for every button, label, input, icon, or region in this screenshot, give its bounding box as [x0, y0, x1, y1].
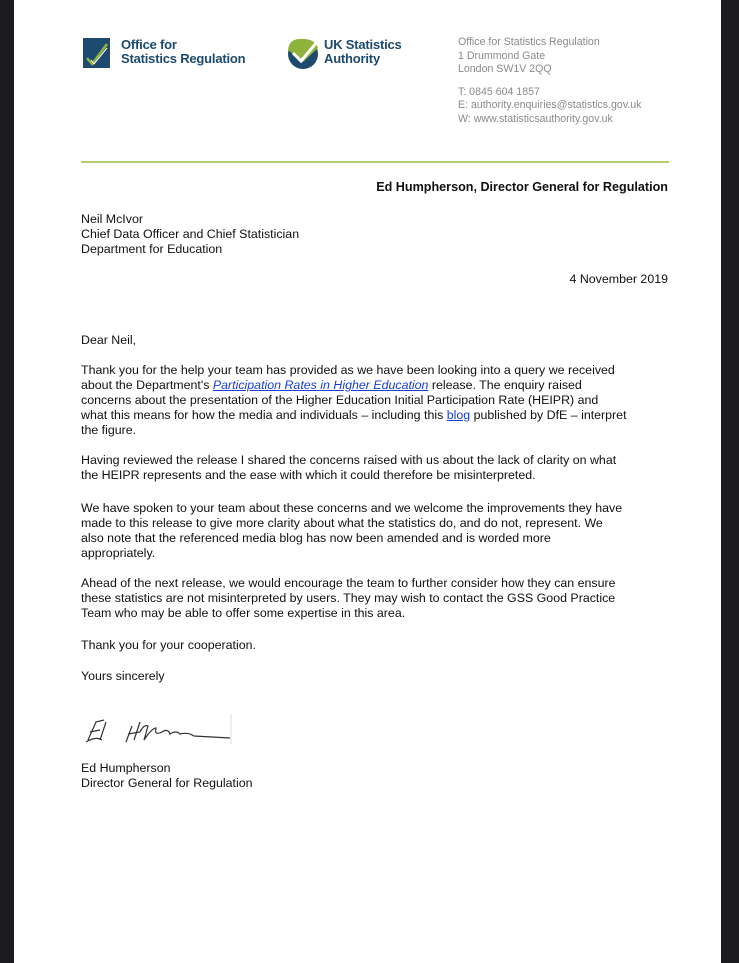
recipient-title: Chief Data Officer and Chief Statistician: [81, 227, 300, 241]
text-line: the HEIPR represents and the ease with which it could therefore be misinterpreted.: [81, 468, 536, 482]
address-block: [458, 36, 641, 127]
osr-line1: Office for: [121, 37, 177, 52]
participation-rates-link[interactable]: Participation Rates in Higher Education: [212, 378, 429, 392]
paragraph-2: [81, 453, 616, 483]
paragraph-1: [81, 363, 627, 438]
recipient-department: Department for Education: [81, 242, 223, 256]
sender-heading: Ed Humpherson, Director General for Regulation: [376, 180, 668, 194]
text-line: Having reviewed the release I shared the concerns raised with us about the lack of clarity on what: [81, 453, 617, 467]
salutation: Dear Neil,: [81, 333, 137, 347]
text-line: these statistics are not misinterpreted by users. They may wish to contact the GSS Good Practice: [81, 591, 616, 605]
address-line: 1 Drummond Gate: [458, 49, 546, 62]
osr-logo-icon: [83, 38, 110, 68]
letter-page: [14, 0, 721, 963]
address-line: London SW1V 2QQ: [458, 63, 552, 76]
address-phone: T: 0845 604 1857: [458, 85, 540, 98]
text-line: Thank you for the help your team has provided as we have been looking into a query we received: [81, 363, 615, 377]
text-line: appropriately.: [81, 546, 156, 560]
text-line: Ahead of the next release, we would encourage the team to further consider how they can ensure: [81, 576, 616, 590]
uksa-line2: Authority: [324, 51, 380, 66]
uksa-line1: UK Statistics: [324, 37, 402, 52]
address-web: W: www.statisticsauthority.gov.uk: [458, 112, 613, 125]
signature: [82, 714, 247, 746]
closing-line: Yours sincerely: [81, 669, 165, 683]
header-rule: [81, 161, 669, 163]
osr-line2: Statistics Regulation: [121, 51, 246, 66]
uksa-logo-text: [324, 38, 402, 66]
text-segment: about the Department's: [81, 378, 213, 392]
address-line: Office for Statistics Regulation: [458, 36, 600, 48]
paragraph-4: [81, 576, 616, 621]
text-line: made to this release to give more clarity about what the statistics do, and do not, represent. We: [81, 516, 603, 530]
signoff-name: Ed Humpherson: [81, 761, 171, 775]
thanks-line: Thank you for your cooperation.: [81, 638, 256, 652]
text-segment: what this means for how the media and individuals – including this: [81, 408, 447, 422]
blog-link[interactable]: blog: [446, 408, 471, 422]
text-line: the figure.: [81, 423, 137, 437]
text-segment: published by DfE – interpret: [470, 408, 627, 422]
text-line: We have spoken to your team about these concerns and we welcome the improvements they have: [81, 501, 623, 515]
osr-logo-text: [121, 38, 245, 66]
recipient-name: Neil McIvor: [81, 212, 143, 226]
paragraph-3: [81, 501, 622, 561]
address-email: E: authority.enquiries@statistics.gov.uk: [458, 99, 642, 112]
uksa-logo-icon: [287, 36, 319, 70]
signoff-block: [81, 761, 253, 791]
text-line: concerns about the presentation of the Higher Education Initial Participation Rate (HEIPR) and: [81, 393, 599, 407]
text-segment: release. The enquiry raised: [428, 378, 582, 392]
letter-date: 4 November 2019: [569, 272, 668, 286]
text-line: also note that the referenced media blog has now been amended and is worded more: [81, 531, 551, 545]
text-line: Team who may be able to offer some expertise in this area.: [81, 606, 406, 620]
signoff-title: Director General for Regulation: [81, 776, 253, 790]
recipient-block: [81, 212, 299, 257]
